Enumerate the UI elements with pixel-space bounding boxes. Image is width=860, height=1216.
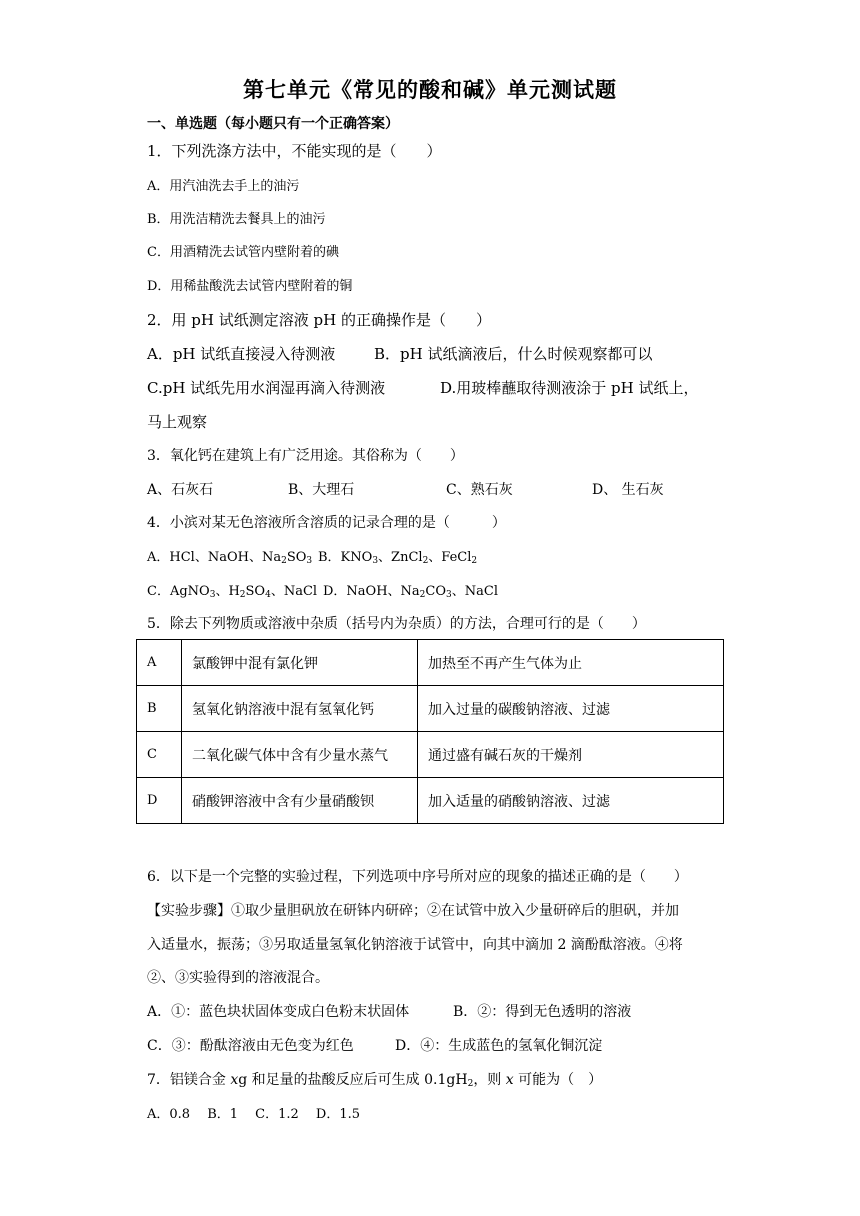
- table-cell-item: 氯酸钾中混有氯化钾: [182, 640, 418, 686]
- question-1-option-d: D．用稀盐酸洗去试管内壁附着的铜: [147, 279, 353, 294]
- question-3-option-b: B、大理石: [288, 482, 355, 498]
- question-4-option-d: D．NaOH、$Na_2CO_3$、NaCl: [323, 584, 498, 600]
- question-3-stem: 3．氧化钙在建筑上有广泛用途。其俗称为（ ）: [147, 448, 464, 464]
- question-7-stem: 7．铝镁合金 xg 和足量的盐酸反应后可生成 $0.1gH_2$，则 x 可能为（ ）: [147, 1072, 603, 1089]
- table-cell-method: 加入过量的碳酸钠溶液、过滤: [418, 686, 724, 732]
- page-title: 第七单元《常见的酸和碱》单元测试题: [243, 78, 617, 102]
- question-5-stem: 5．除去下列物质或溶液中杂质（括号内为杂质）的方法，合理可行的是（ ）: [147, 616, 646, 632]
- table-cell-item: 氢氧化钠溶液中混有氢氧化钙: [182, 686, 418, 732]
- table-cell-method: 通过盛有碱石灰的干燥剂: [418, 732, 724, 778]
- question-6-steps-line-2: 入适量水，振荡；③另取适量氢氧化钠溶液于试管中，向其中滴加 2 滴酚酞溶液。④将: [147, 937, 683, 953]
- table-cell-method: 加热至不再产生气体为止: [418, 640, 724, 686]
- question-3-option-a: A、石灰石: [147, 482, 214, 498]
- table-cell-item: 二氧化碳气体中含有少量水蒸气: [182, 732, 418, 778]
- question-1-option-c: C．用酒精洗去试管内壁附着的碘: [147, 245, 339, 260]
- question-4-option-c: C．AgNO$_3$、$H_2SO_4$、NaCl: [147, 584, 318, 600]
- table-cell-option: B: [137, 686, 182, 732]
- question-2-option-c: C.pH 试纸先用水润湿再滴入待测液: [147, 379, 386, 397]
- question-3-option-d: D、 生石灰: [592, 482, 664, 498]
- question-7-options: A．0.8 B．1 C．1.2 D．1.5: [147, 1107, 361, 1122]
- question-1-option-a: A．用汽油洗去手上的油污: [147, 179, 300, 194]
- question-4-option-a: A．HCl、NaOH、$Na_2SO_3$: [147, 550, 313, 566]
- question-6-option-a: A．①：蓝色块状固体变成白色粉末状固体: [147, 1004, 410, 1020]
- question-2-stem: 2．用 pH 试纸测定溶液 pH 的正确操作是（ ）: [147, 311, 491, 329]
- table-row: [137, 778, 724, 824]
- question-6-steps-line-1: 【实验步骤】①取少量胆矾放在研钵内研碎；②在试管中放入少量研碎后的胆矾，并加: [147, 903, 679, 919]
- table-row: [137, 732, 724, 778]
- question-4-stem: 4．小滨对某无色溶液所含溶质的记录合理的是（ ）: [147, 515, 506, 531]
- question-1-stem: 1．下列洗涤方法中，不能实现的是（ ）: [147, 142, 442, 160]
- question-4-option-b: B．$KNO_3$、ZnCl$_2$、FeCl$_2$: [318, 550, 478, 566]
- question-2-option-b: B．pH 试纸滴液后，什么时候观察都可以: [374, 345, 653, 363]
- section-heading: 一、单选题（每小题只有一个正确答案）: [147, 116, 399, 132]
- table-cell-item: 硝酸钾溶液中含有少量硝酸钡: [182, 778, 418, 824]
- table-cell-option: A: [137, 640, 182, 686]
- question-6-steps-line-3: ②、③实验得到的溶液混合。: [147, 970, 329, 986]
- table-cell-method: 加入适量的硝酸钠溶液、过滤: [418, 778, 724, 824]
- question-6-option-b: B．②：得到无色透明的溶液: [453, 1004, 632, 1020]
- question-1-option-b: B．用洗洁精洗去餐具上的油污: [147, 212, 326, 227]
- question-5-table: [136, 639, 724, 824]
- table-cell-option: D: [137, 778, 182, 824]
- question-6-option-d: D．④：生成蓝色的氢氧化铜沉淀: [395, 1038, 603, 1054]
- table-row: [137, 640, 724, 686]
- table-cell-option: C: [137, 732, 182, 778]
- question-2-option-d: D.用玻棒蘸取待测液涂于 pH 试纸上，: [440, 379, 699, 397]
- question-6-option-c: C．③：酚酞溶液由无色变为红色: [147, 1038, 354, 1054]
- question-2-option-d-continued: 马上观察: [147, 413, 208, 431]
- table-row: [137, 686, 724, 732]
- question-6-stem: 6．以下是一个完整的实验过程，下列选项中序号所对应的现象的描述正确的是（ ）: [147, 869, 688, 885]
- question-3-option-c: C、熟石灰: [446, 482, 513, 498]
- question-2-option-a: A．pH 试纸直接浸入待测液: [147, 345, 336, 363]
